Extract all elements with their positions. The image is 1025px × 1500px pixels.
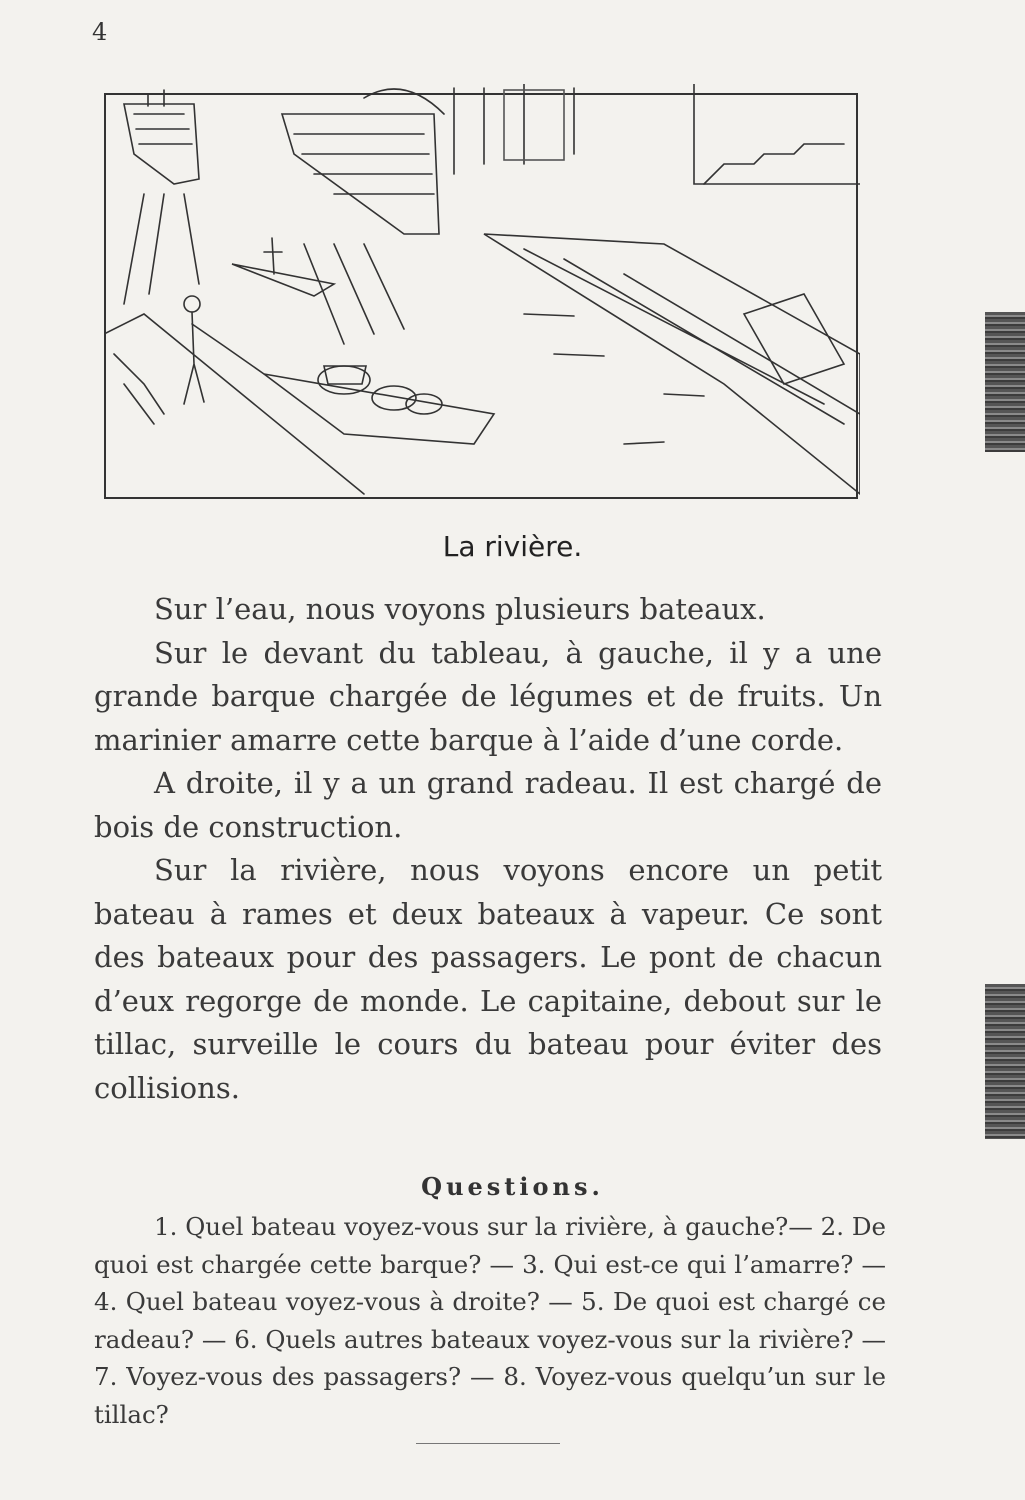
page-number: 4 xyxy=(92,18,108,46)
paragraph: A droite, il y a un grand radeau. Il est chargé de bois de construction. xyxy=(94,766,882,844)
binding-tab-upper xyxy=(985,312,1025,452)
illustration-caption: La rivière. xyxy=(442,530,583,563)
paragraph: Sur l’eau, nous voyons plusieurs bateaux. xyxy=(154,592,766,626)
questions-text: 1. Quel bateau voyez-vous sur la rivière, à gauche?— 2. De quoi est chargée cette barque? — 3. Qui est-ce qui l’amarre? — 4. Quel bateau voyez-vous à droite? — 5. De quoi est chargé ce radeau? — 6. Quels autres bateaux voyez-vous sur la rivière? — 7. Voyez-vous des passagers? — 8. Voyez-vous quelqu’un sur le tillac? xyxy=(94,1212,886,1429)
questions-heading: Questions. xyxy=(421,1172,604,1201)
paragraph: Sur la rivière, nous voyons encore un petit bateau à rames et deux bateaux à vapeur. Ce sont des bateaux pour des passagers. Le pont de chacun d’eux regorge de monde. Le capitaine, debout sur le tillac, surveille le cours du bateau pour éviter des collisions. xyxy=(94,853,882,1105)
binding-tab-lower xyxy=(985,984,1025,1139)
paragraph: Sur le devant du tableau, à gauche, il y a une grande barque chargée de légumes et de fruits. Un marinier amarre cette barque à l’aide d’une corde. xyxy=(94,635,882,757)
body-text xyxy=(94,588,882,1110)
closing-rule xyxy=(416,1443,560,1444)
river-illustration xyxy=(104,84,860,500)
